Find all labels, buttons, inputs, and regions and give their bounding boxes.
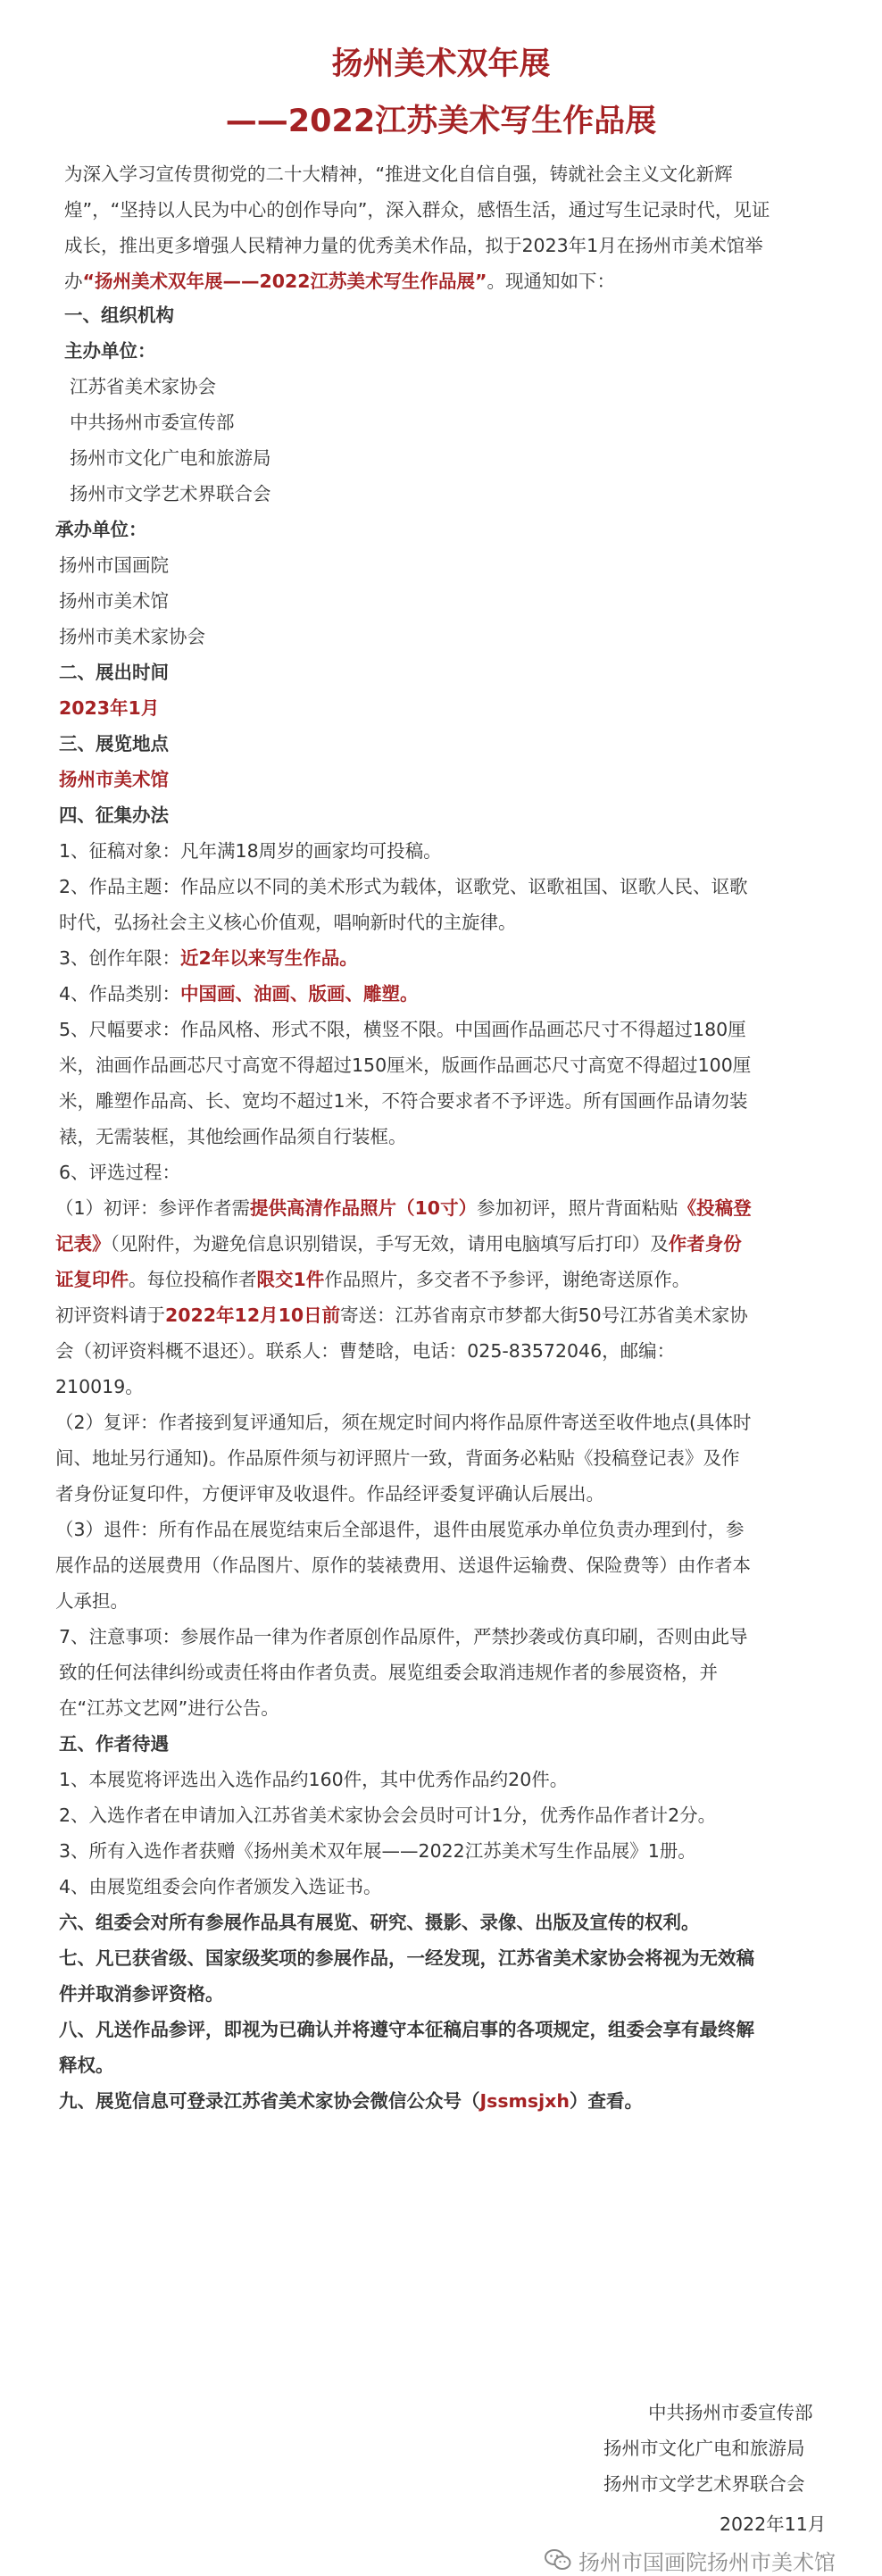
body-line (64, 302, 846, 329)
body-text: 扬州市文学艺术界联合会 (70, 483, 271, 504)
highlight-text: 《投稿登 (678, 1197, 752, 1219)
body-line (55, 1338, 846, 1364)
body-line (59, 1838, 846, 1864)
body-text: （见附件，为避免信息识别错误，手写无效，请用电脑填写后打印）及 (110, 1233, 669, 1255)
body-line (70, 409, 846, 436)
body-text: 作品照片，多交者不予参评，谢绝寄送原作。 (324, 1269, 691, 1290)
body-text: 。每位投稿作者 (129, 1269, 257, 1290)
heading-text: 二、展出时间 (59, 662, 169, 683)
document-title: 扬州美术双年展 (331, 46, 551, 82)
body-line (55, 1195, 846, 1221)
body-line (59, 2052, 846, 2079)
heading-text: ）查看。 (569, 2090, 643, 2112)
body-text: 3、所有入选作者获赠《扬州美术双年展——2022江苏美术写生作品展》1册。 (59, 1840, 696, 1862)
body-line (55, 1588, 846, 1614)
body-text: （2）复评：作者接到复评通知后，须在规定时间内将作品原件寄送至收件地点(具体时 (55, 1412, 752, 1433)
body-line (55, 1409, 846, 1436)
body-text: 煌”，“坚持以人民为中心的创作导向”，深入群众，感悟生活，通过写生记录时代，见证 (64, 199, 770, 221)
heading-text: 九、展览信息可登录江苏省美术家协会微信公众号（ (59, 2090, 480, 2112)
body-line (59, 552, 846, 579)
body-line (64, 232, 846, 259)
body-line (59, 2088, 846, 2114)
signature-date: 2022年11月 (720, 2513, 827, 2535)
body-line (59, 1909, 846, 1936)
body-line (59, 2016, 846, 2043)
body-line (59, 1730, 846, 1757)
body-text: 210019。 (55, 1376, 144, 1397)
body-text: 扬州市国画院 (59, 554, 169, 576)
highlight-text: “扬州美术双年展——2022江苏美术写生作品展” (82, 271, 487, 292)
heading-text: 八、凡送作品参评，即视为已确认并将遵守本征稿启事的各项规定，组委会享有最终解 (59, 2019, 754, 2040)
body-text: 扬州市美术家协会 (59, 626, 205, 647)
body-text: 2、入选作者在申请加入江苏省美术家协会会员时可计1分，优秀作品作者计2分。 (59, 1805, 717, 1826)
highlight-text: Jssmsjxh (479, 2090, 570, 2112)
body-text: 参加初评，照片背面粘贴 (477, 1197, 678, 1219)
body-line (59, 1766, 846, 1793)
body-line (59, 1088, 846, 1114)
heading-text: 七、凡已获省级、国家级奖项的参展作品，一经发现，江苏省美术家协会将视为无效稿 (59, 1947, 754, 1969)
heading-text: 承办单位： (55, 519, 147, 540)
body-line (70, 373, 846, 400)
highlight-text: 提供高清作品照片（10寸） (250, 1197, 478, 1219)
signature-propaganda-dept: 中共扬州市委宣传部 (648, 2402, 813, 2423)
heading-text: 一、组织机构 (64, 304, 174, 326)
heading-text: 四、征集办法 (59, 804, 169, 826)
body-line (55, 1230, 846, 1257)
body-line (59, 980, 846, 1007)
highlight-text: 近2年以来写生作品。 (180, 947, 358, 969)
body-text: 米，油画作品画芯尺寸高宽不得超过150厘米，版画作品画芯尺寸高宽不得超过100厘 (59, 1055, 752, 1076)
body-line (59, 1695, 846, 1722)
heading-text: 五、作者待遇 (59, 1733, 169, 1755)
highlight-text: 中国画、油画、版画、雕塑。 (180, 983, 419, 1005)
body-text: 1、征稿对象：凡年满18周岁的画家均可投稿。 (59, 840, 442, 862)
body-text: 在“江苏文艺网”进行公告。 (59, 1697, 279, 1719)
body-line (59, 802, 846, 829)
body-text: 寄送：江苏省南京市梦都大街50号江苏省美术家协 (340, 1305, 748, 1326)
body-text: 5、尺幅要求：作品风格、形式不限，横竖不限。中国画作品画芯尺寸不得超过180厘 (59, 1019, 746, 1040)
body-line (64, 268, 846, 295)
body-text: 扬州市文化广电和旅游局 (70, 447, 271, 469)
body-line (55, 1480, 846, 1507)
body-line (59, 1659, 846, 1686)
body-line (59, 766, 846, 793)
body-text: 2、作品主题：作品应以不同的美术形式为载体，讴歌党、讴歌祖国、讴歌人民、讴歌 (59, 876, 748, 897)
body-line (64, 196, 846, 223)
body-line (59, 1623, 846, 1650)
body-text: 扬州市美术馆 (59, 590, 169, 612)
body-line (59, 1052, 846, 1079)
body-text: 成长，推出更多增强人民精神力量的优秀美术作品，拟于2023年1月在扬州市美术馆举 (64, 235, 763, 256)
body-text: 1、本展览将评选出入选作品约160件，其中优秀作品约20件。 (59, 1769, 569, 1790)
body-line (55, 1552, 846, 1579)
heading-text: 主办单位： (64, 340, 156, 362)
body-line (70, 480, 846, 507)
signature-culture-bureau: 扬州市文化广电和旅游局 (603, 2438, 805, 2459)
highlight-text: 2022年12月10日前 (165, 1305, 341, 1326)
highlight-text: 限交1件 (256, 1269, 325, 1290)
body-text: 江苏省美术家协会 (70, 376, 216, 397)
body-text: 办 (64, 271, 83, 292)
body-text: 米，雕塑作品高、长、宽均不超过1米，不符合要求者不予评选。所有国画作品请勿装 (59, 1090, 748, 1112)
highlight-text: 证复印件 (55, 1269, 129, 1290)
body-text: 致的任何法律纠纷或责任将由作者负责。展览组委会取消违规作者的参展资格，并 (59, 1662, 718, 1683)
body-text: 。现通知如下： (487, 271, 616, 292)
body-line (59, 659, 846, 686)
body-text: 展作品的送展费用（作品图片、原作的装裱费用、送退件运输费、保险费等）由作者本 (55, 1555, 751, 1576)
body-line (59, 623, 846, 650)
body-text: 裱，无需装框，其他绘画作品须自行装框。 (59, 1126, 407, 1147)
body-text: 间、地址另行通知)。作品原件须与初评照片一致，背面务必粘贴《投稿登记表》及作 (55, 1447, 740, 1469)
heading-text: 件并取消参评资格。 (59, 1983, 224, 2005)
watermark-text: 扬州市国画院扬州市美术馆 (578, 2549, 836, 2575)
body-text: 中共扬州市委宣传部 (70, 412, 235, 433)
wechat-icon (545, 2548, 571, 2572)
highlight-text: 作者身份 (668, 1233, 742, 1255)
body-line (59, 1980, 846, 2007)
highlight-text: 扬州市美术馆 (59, 769, 169, 790)
body-line (59, 588, 846, 614)
body-text: 为深入学习宣传贯彻党的二十大精神，“推进文化自信自强，铸就社会主义文化新辉 (64, 163, 733, 185)
body-line (64, 338, 846, 364)
body-line (59, 730, 846, 757)
body-text: 6、评选过程： (59, 1162, 181, 1183)
body-line (59, 695, 846, 721)
body-text: 4、作品类别： (59, 983, 181, 1005)
body-line (64, 161, 846, 188)
heading-text: 释权。 (59, 2055, 114, 2076)
body-line (55, 1445, 846, 1471)
body-line (59, 1159, 846, 1186)
body-line (55, 1373, 846, 1400)
body-line (59, 873, 846, 900)
heading-text: 三、展览地点 (59, 733, 169, 754)
heading-text: 六、组委会对所有参展作品具有展览、研究、摄影、录像、出版及宣传的权利。 (59, 1912, 700, 1933)
body-text: 时代，弘扬社会主义核心价值观，唱响新时代的主旋律。 (59, 912, 517, 933)
body-line (55, 1302, 846, 1329)
body-line (55, 1516, 846, 1543)
watermark (545, 2545, 836, 2575)
body-text: 初评资料请于 (55, 1305, 165, 1326)
signature-literary-federation: 扬州市文学艺术界联合会 (603, 2473, 805, 2495)
body-line (59, 1802, 846, 1829)
body-line (59, 945, 846, 971)
body-line (59, 1873, 846, 1900)
body-line (59, 909, 846, 936)
body-text: 4、由展览组委会向作者颁发入选证书。 (59, 1876, 382, 1897)
body-line (70, 445, 846, 471)
body-text: 者身份证复印件，方便评审及收退件。作品经评委复评确认后展出。 (55, 1483, 604, 1505)
body-line (59, 1123, 846, 1150)
body-text: 人承担。 (55, 1590, 129, 1612)
body-line (59, 838, 846, 864)
highlight-text: 2023年1月 (59, 697, 160, 719)
body-line (59, 1016, 846, 1043)
body-line (55, 1266, 846, 1293)
body-text: （3）退件：所有作品在展览结束后全部退件，退件由展览承办单位负责办理到付，参 (55, 1519, 745, 1540)
body-text: 会（初评资料概不退还）。联系人：曹楚晗，电话：025-83572046，邮编： (55, 1340, 676, 1362)
body-text: 7、注意事项：参展作品一律为作者原创作品原件，严禁抄袭或仿真印刷，否则由此导 (59, 1626, 748, 1647)
body-text: （1）初评：参评作者需 (55, 1197, 251, 1219)
body-line (55, 516, 846, 543)
highlight-text: 记表》 (55, 1233, 111, 1255)
body-text: 3、创作年限： (59, 947, 181, 969)
document-subtitle: ——2022江苏美术写生作品展 (225, 104, 657, 139)
body-line (59, 1945, 846, 1972)
